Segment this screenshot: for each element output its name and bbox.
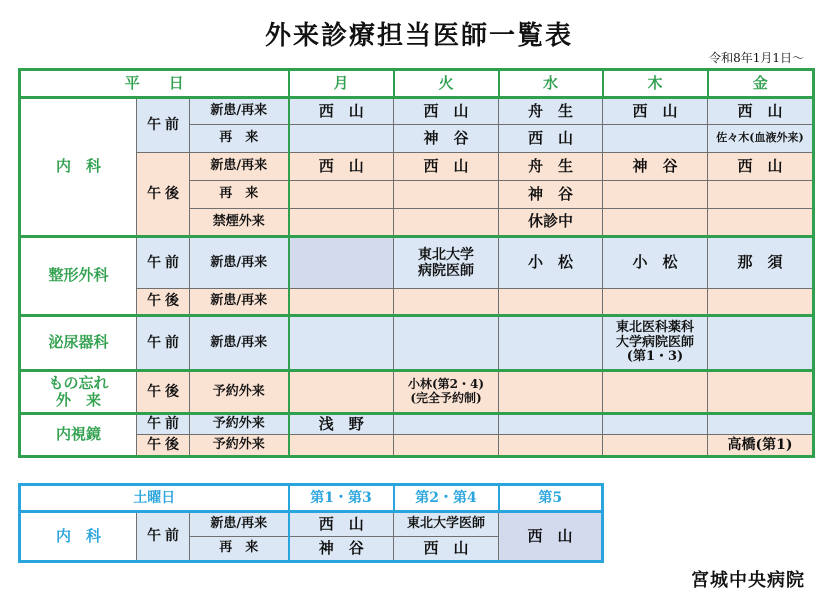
- internal-pm-row3-tue: [394, 209, 499, 237]
- internal-pm-row2-thu: [603, 181, 708, 209]
- endoscopy-pm-mon: [289, 435, 394, 457]
- internal-pm-row2-tue: [394, 181, 499, 209]
- page-title: 外来診療担当医師一覧表: [264, 21, 573, 51]
- dept-memory-clinic-line-1: もの忘れ: [48, 373, 109, 392]
- sat-row1-week-1-3: 西 山: [289, 512, 394, 537]
- day-header-thu: 木: [603, 70, 708, 98]
- saturday-schedule-table: [18, 483, 604, 563]
- memory-pm-wed: [499, 371, 603, 414]
- internal-pm-row3-wed: 休診中: [499, 209, 603, 237]
- urology-am-type: 新患/再来: [190, 316, 289, 371]
- orthopedics-pm-tue: [394, 289, 499, 316]
- endoscopy-am-session-label: 午前: [137, 414, 190, 435]
- internal-pm-row1-wed: 舟 生: [499, 153, 603, 181]
- weekday-table-body: [20, 98, 814, 457]
- internal-pm-row3-thu: [603, 209, 708, 237]
- orthopedics-am-tue-line-2: 病院医師: [418, 263, 474, 279]
- internal-pm-row2-mon: [289, 181, 394, 209]
- weekday-header-label: 平 日: [20, 70, 289, 98]
- internal-pm-row1-tue: 西 山: [394, 153, 499, 181]
- endoscopy-am-fri: [708, 414, 814, 435]
- sat-row1-type: 新患/再来: [190, 512, 289, 537]
- internal-am-row1-tue: 西 山: [394, 98, 499, 125]
- dept-memory-clinic-line-2: 外 来: [55, 391, 101, 409]
- internal-pm-row3-mon: [289, 209, 394, 237]
- orthopedics-am-tue: [394, 237, 499, 289]
- week-header-5: 第5: [499, 485, 603, 512]
- endoscopy-am-tue: [394, 414, 499, 435]
- table-row: [20, 237, 814, 289]
- internal-am-row2-type: 再 来: [190, 125, 289, 153]
- weekday-schedule-table: [18, 68, 815, 458]
- dept-internal-medicine: 内 科: [20, 98, 137, 237]
- internal-pm-session-label: 午後: [137, 153, 190, 237]
- endoscopy-pm-type: 予約外来: [190, 435, 289, 457]
- table-row: [20, 414, 814, 435]
- memory-pm-fri: [708, 371, 814, 414]
- internal-am-row2-wed: 西 山: [499, 125, 603, 153]
- urology-am-wed: [499, 316, 603, 371]
- internal-pm-row3-type: 禁煙外来: [190, 209, 289, 237]
- internal-am-row2-thu: [603, 125, 708, 153]
- sat-row1-week-2-4: 東北大学医師: [394, 512, 499, 537]
- urology-am-session-label: 午前: [137, 316, 190, 371]
- table-row: [20, 512, 603, 537]
- dept-urology: 泌尿器科: [20, 316, 137, 371]
- internal-pm-row1-type: 新患/再来: [190, 153, 289, 181]
- internal-pm-row1-thu: 神 谷: [603, 153, 708, 181]
- weekday-table-header: [20, 70, 814, 98]
- memory-pm-mon: [289, 371, 394, 414]
- saturday-table-body: [20, 512, 603, 562]
- orthopedics-am-type: 新患/再来: [190, 237, 289, 289]
- internal-pm-row1-mon: 西 山: [289, 153, 394, 181]
- endoscopy-am-mon: 浅 野: [289, 414, 394, 435]
- table-row: [20, 98, 814, 125]
- memory-pm-tue: [394, 371, 499, 414]
- internal-am-row1-type: 新患/再来: [190, 98, 289, 125]
- endoscopy-pm-tue: [394, 435, 499, 457]
- table-row: [20, 435, 814, 457]
- urology-am-thu-line-1: 東北医科薬科: [615, 319, 694, 335]
- internal-pm-row3-fri: [708, 209, 814, 237]
- week-header-2-4: 第2・第4: [394, 485, 499, 512]
- sat-dept-internal-medicine: 内 科: [20, 512, 137, 562]
- internal-am-session-label: 午前: [137, 98, 190, 153]
- internal-am-row1-wed: 舟 生: [499, 98, 603, 125]
- internal-am-row1-thu: 西 山: [603, 98, 708, 125]
- orthopedics-am-tue-line-1: 東北大学: [418, 246, 474, 263]
- header-row: [20, 485, 603, 512]
- memory-pm-tue-line-2: (完全予約制): [410, 391, 482, 405]
- sat-row2-week-1-3: 神 谷: [289, 537, 394, 562]
- orthopedics-pm-thu: [603, 289, 708, 316]
- sat-week-5: 西 山: [499, 512, 603, 562]
- dept-memory-clinic: [20, 371, 137, 414]
- table-row: [20, 153, 814, 181]
- hospital-name: 宮城中央病院: [691, 570, 805, 591]
- endoscopy-pm-wed: [499, 435, 603, 457]
- internal-am-row2-fri: 佐々木(血液外来): [708, 125, 814, 153]
- endoscopy-am-type: 予約外来: [190, 414, 289, 435]
- memory-pm-tue-line-1: 小林(第2・4): [407, 377, 485, 392]
- table-row: [20, 316, 814, 371]
- sat-am-session-label: 午前: [137, 512, 190, 562]
- day-header-tue: 火: [394, 70, 499, 98]
- week-header-1-3: 第1・第3: [289, 485, 394, 512]
- orthopedics-pm-session-label: 午後: [137, 289, 190, 316]
- orthopedics-am-thu: 小 松: [603, 237, 708, 289]
- urology-am-thu: [603, 316, 708, 371]
- internal-am-row1-mon: 西 山: [289, 98, 394, 125]
- memory-pm-thu: [603, 371, 708, 414]
- dept-endoscopy: 内視鏡: [20, 414, 137, 457]
- urology-am-thu-line-3: (第1・3): [626, 349, 684, 365]
- orthopedics-am-mon: [289, 237, 394, 289]
- sat-row2-week-2-4: 西 山: [394, 537, 499, 562]
- urology-am-fri: [708, 316, 814, 371]
- internal-am-row1-fri: 西 山: [708, 98, 814, 125]
- urology-am-thu-line-2: 大学病院医師: [615, 334, 694, 350]
- endoscopy-am-thu: [603, 414, 708, 435]
- memory-pm-type: 予約外来: [190, 371, 289, 414]
- endoscopy-am-wed: [499, 414, 603, 435]
- endoscopy-pm-thu: [603, 435, 708, 457]
- endoscopy-pm-fri: 高橋(第1): [708, 435, 814, 457]
- internal-pm-row2-wed: 神 谷: [499, 181, 603, 209]
- day-header-wed: 水: [499, 70, 603, 98]
- table-row: [20, 371, 814, 414]
- day-header-mon: 月: [289, 70, 394, 98]
- day-header-fri: 金: [708, 70, 814, 98]
- effective-date: 令和8年1月1日～: [709, 51, 804, 65]
- internal-am-row2-mon: [289, 125, 394, 153]
- urology-am-mon: [289, 316, 394, 371]
- memory-pm-session-label: 午後: [137, 371, 190, 414]
- orthopedics-pm-mon: [289, 289, 394, 316]
- internal-pm-row2-type: 再 来: [190, 181, 289, 209]
- orthopedics-pm-wed: [499, 289, 603, 316]
- orthopedics-am-fri: 那 須: [708, 237, 814, 289]
- dept-orthopedics: 整形外科: [20, 237, 137, 316]
- orthopedics-am-wed: 小 松: [499, 237, 603, 289]
- urology-am-tue: [394, 316, 499, 371]
- internal-pm-row2-fri: [708, 181, 814, 209]
- internal-am-row2-tue: 神 谷: [394, 125, 499, 153]
- endoscopy-pm-session-label: 午後: [137, 435, 190, 457]
- header-row: [20, 70, 814, 98]
- orthopedics-pm-fri: [708, 289, 814, 316]
- saturday-header-label: 土曜日: [20, 485, 289, 512]
- orthopedics-pm-type: 新患/再来: [190, 289, 289, 316]
- table-row: [20, 289, 814, 316]
- internal-pm-row1-fri: 西 山: [708, 153, 814, 181]
- orthopedics-am-session-label: 午前: [137, 237, 190, 289]
- saturday-table-header: [20, 485, 603, 512]
- sat-row2-type: 再 来: [190, 537, 289, 562]
